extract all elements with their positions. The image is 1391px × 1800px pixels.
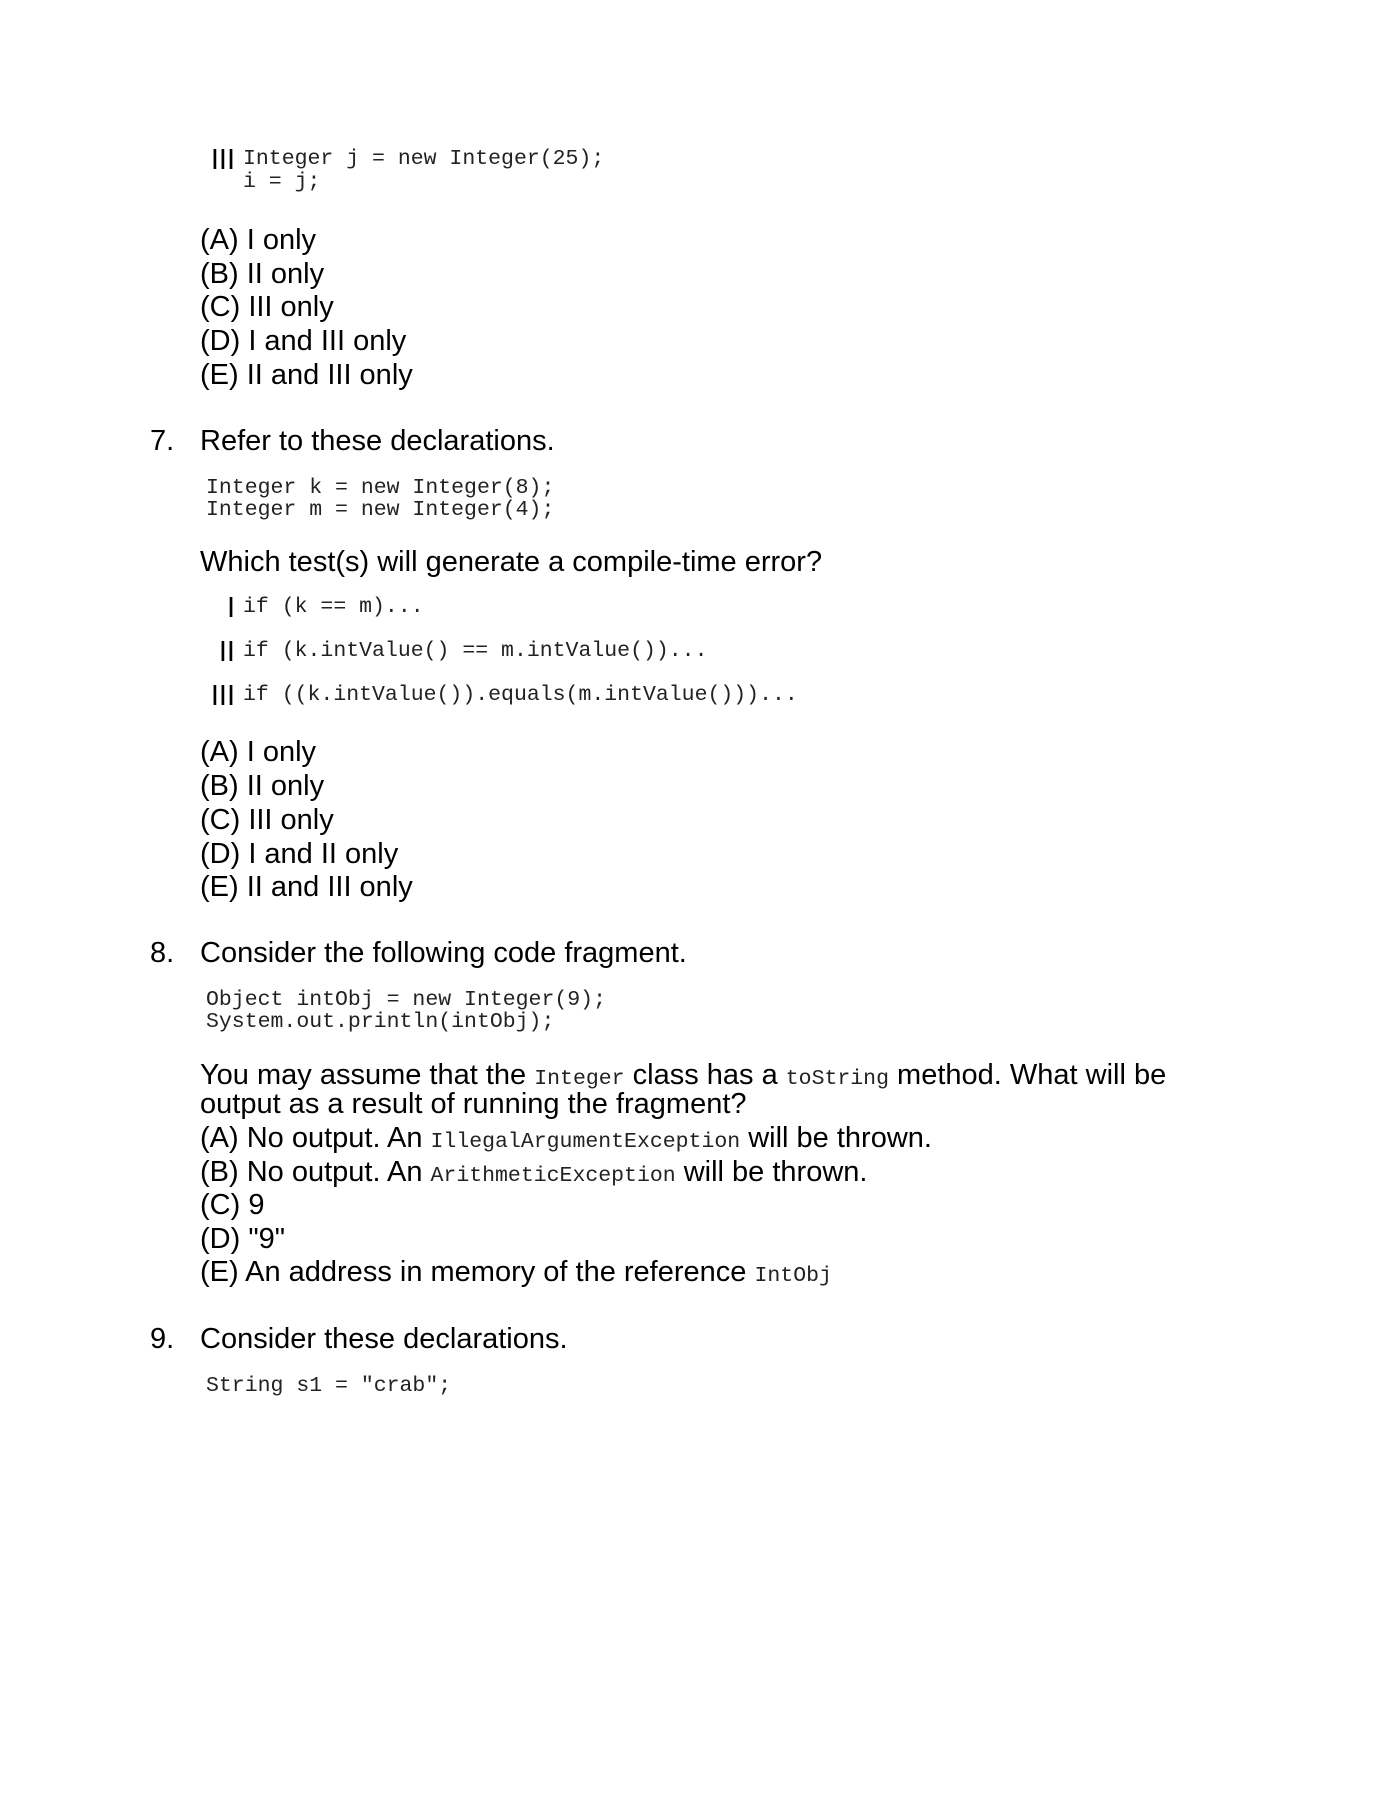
q7-item-i-code: if (k == m)... [243, 595, 424, 619]
q6-item-iii-numeral: III [210, 144, 235, 176]
q8-option-a [200, 1124, 932, 1154]
q8-option-b [200, 1158, 867, 1188]
q8-option-b-suffix: will be thrown. [675, 1156, 868, 1188]
q6-item-iii-code-line2: i = j; [243, 170, 321, 194]
q7-option-e: (E) II and III only [200, 871, 413, 903]
q6-option-b: (B) II only [200, 258, 325, 290]
q7-number: 7. [150, 425, 175, 457]
q8-option-e-code: IntObj [754, 1264, 832, 1288]
q8-prompt: Consider the following code fragment. [200, 937, 687, 969]
q8-option-c: (C) 9 [200, 1189, 265, 1221]
q8-text-code2: toString [785, 1067, 889, 1091]
q9-number: 9. [150, 1323, 175, 1355]
q6-option-d: (D) I and III only [200, 325, 407, 357]
q8-text-part3: method. What will be [888, 1059, 1167, 1091]
q7-option-c: (C) III only [200, 804, 334, 836]
q7-option-b: (B) II only [200, 770, 325, 802]
q8-text-line1 [200, 1061, 1166, 1091]
q8-option-e [200, 1258, 832, 1288]
q8-option-d: (D) "9" [200, 1223, 286, 1255]
q8-option-e-prefix: (E) An address in memory of the reference [200, 1256, 755, 1288]
q7-code-line2: Integer m = new Integer(4); [206, 498, 555, 522]
q7-item-ii-numeral: II [218, 636, 235, 668]
q8-text-part1: You may assume that the [200, 1059, 535, 1091]
q7-question: Which test(s) will generate a compile-time error? [200, 546, 823, 578]
q8-option-a-code: IllegalArgumentException [430, 1130, 741, 1154]
q6-option-c: (C) III only [200, 291, 334, 323]
q7-option-d: (D) I and II only [200, 838, 399, 870]
q6-item-iii-code-line1: Integer j = new Integer(25); [243, 147, 605, 171]
q8-option-b-code: ArithmeticException [430, 1164, 676, 1188]
q8-text-line2: output as a result of running the fragment? [200, 1088, 747, 1120]
q8-option-a-prefix: (A) No output. An [200, 1122, 431, 1154]
q8-number: 8. [150, 937, 175, 969]
q6-option-e: (E) II and III only [200, 359, 413, 391]
q8-option-a-suffix: will be thrown. [740, 1122, 932, 1154]
q7-option-a: (A) I only [200, 736, 317, 768]
q7-item-i-numeral: I [226, 592, 235, 624]
q8-code-line2: System.out.println(intObj); [206, 1010, 555, 1034]
q7-item-ii-code: if (k.intValue() == m.intValue())... [243, 639, 708, 663]
q8-code-line1: Object intObj = new Integer(9); [206, 988, 606, 1012]
q8-text-code1: Integer [534, 1067, 625, 1091]
q6-option-a: (A) I only [200, 224, 317, 256]
q8-text-part2: class has a [624, 1059, 786, 1091]
q8-option-b-prefix: (B) No output. An [200, 1156, 431, 1188]
q7-item-iii-code: if ((k.intValue()).equals(m.intValue()))... [243, 683, 798, 707]
q9-prompt: Consider these declarations. [200, 1323, 568, 1355]
q7-item-iii-numeral: III [210, 680, 235, 712]
q7-code-line1: Integer k = new Integer(8); [206, 476, 555, 500]
q9-code-line1: String s1 = "crab"; [206, 1374, 452, 1398]
q7-prompt: Refer to these declarations. [200, 425, 555, 457]
